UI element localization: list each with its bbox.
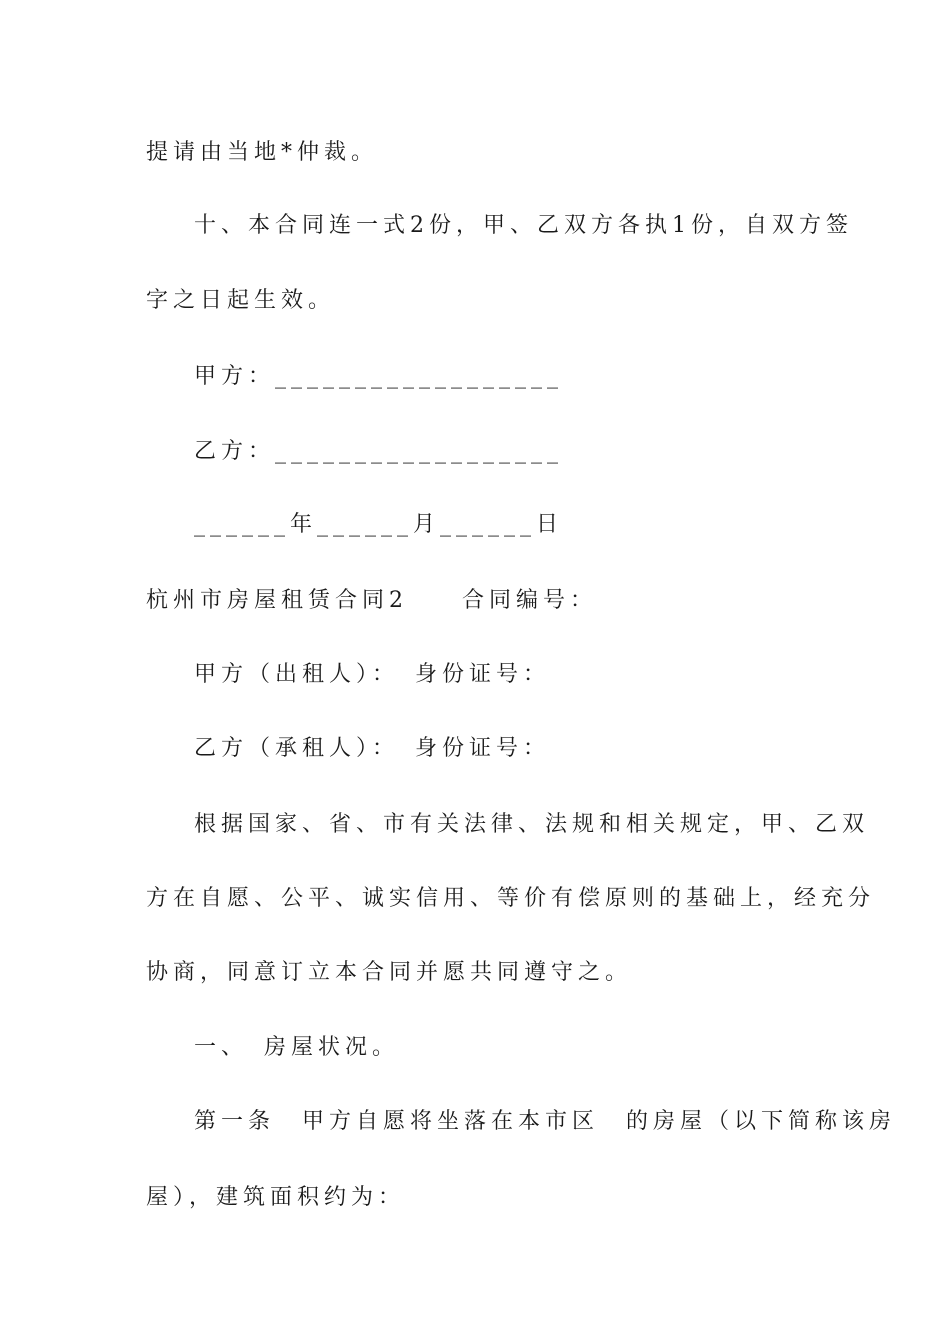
party-a-signature-line: 甲方：__________________ [194,364,564,389]
article-one-line-1: 第一条 甲方自愿将坐落在本市区 的房屋（以下简称该房 [194,1109,897,1134]
section-one-heading: 一、 房屋状况。 [194,1035,400,1060]
preamble-line-3: 协商，同意订立本合同并愿共同遵守之。 [146,960,633,985]
contract-title: 杭州市房屋租赁合同2 合同编号： [146,588,597,613]
lessee-line: 乙方（承租人）： 身份证号： [194,736,551,761]
article-one-line-2: 屋），建筑面积约为： [146,1185,406,1210]
preamble-line-1: 根据国家、省、市有关法律、法规和相关规定，甲、乙双 [194,812,870,837]
lessor-line: 甲方（出租人）： 身份证号： [194,662,551,687]
party-b-signature-line: 乙方：__________________ [194,439,564,464]
date-line: ______年______月______日 [194,512,564,537]
clause-ten-line-2: 字之日起生效。 [146,288,336,313]
clause-ten-line-1: 十、本合同连一式2份，甲、乙双方各执1份，自双方签 [194,213,853,238]
preamble-line-2: 方在自愿、公平、诚实信用、等价有偿原则的基础上，经充分 [146,886,876,911]
paragraph-arbitration-end: 提请由当地*仲裁。 [146,140,379,165]
